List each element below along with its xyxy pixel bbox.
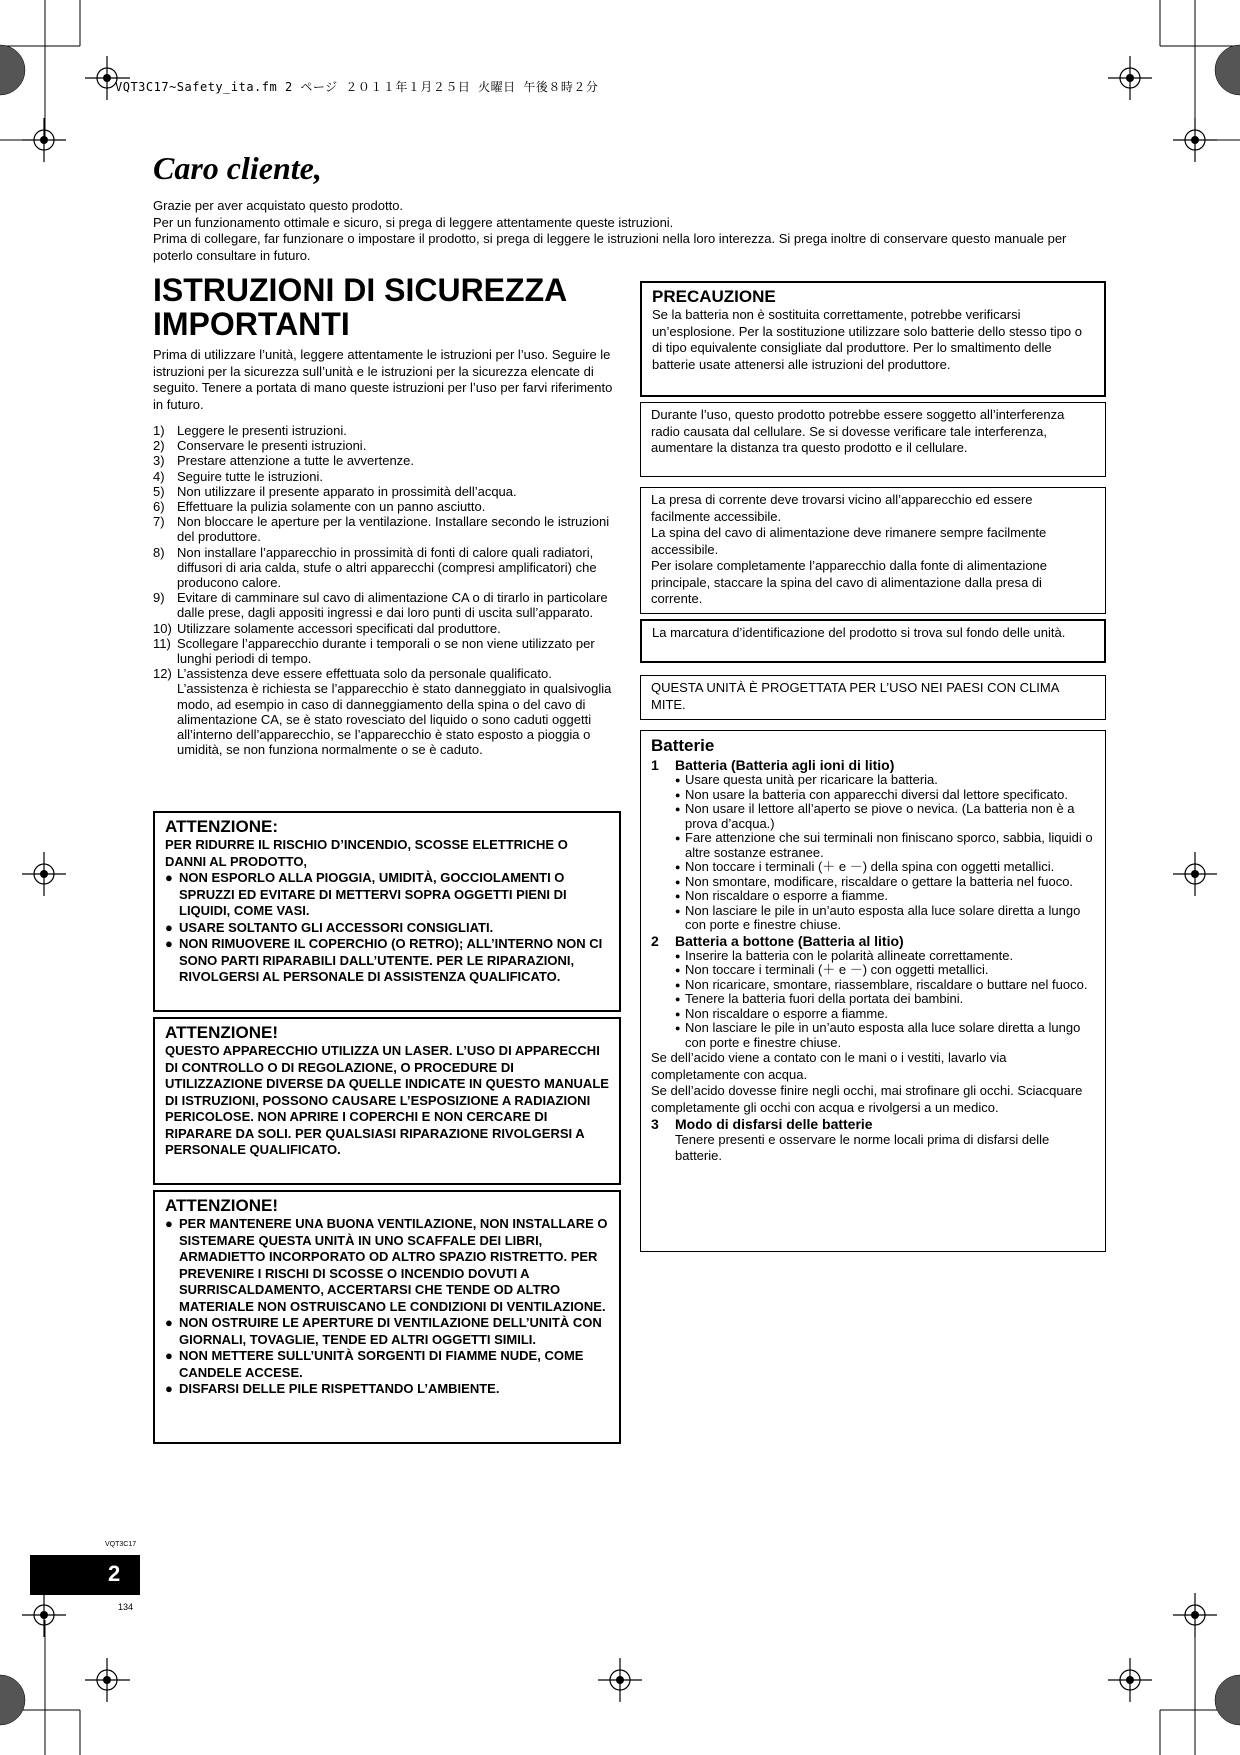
bullet-icon: ● [675,862,681,872]
safety-rule-item: 8) Non installare l’apparecchio in prossimità di fonti di calore quali radiatori, diffusori di aria calda, stufe o altri apparecchi (compresi amplificatori) che producono calore. [153,544,597,591]
battery-precaution-item: ● Non ricaricare, smontare, riassemblare, riscaldare o buttare nel fuoco. [675,976,1088,992]
battery-section-3-heading: 3 Modo di disfarsi delle batterie [651,1116,873,1132]
bullet-icon: ● [165,1216,173,1231]
safety-rule-item: 3) Prestare attenzione a tutte le avvertenze. [153,453,415,469]
bullet-icon: ● [675,965,681,975]
bullet-icon: ● [675,905,681,916]
safety-rules-list [153,423,623,757]
battery-precaution-item: ● Usare questa unità per ricaricare la batteria. [675,772,938,787]
warning-3-bullet: ● NON METTERE SULL’UNITÀ SORGENTI DI FIAMME NUDE, COME CANDELE ACCESE. [165,1348,584,1380]
safety-rule-item: 7) Non bloccare le aperture per la ventilazione. Installare secondo le istruzioni del produttore. [153,514,610,545]
warning-box-2 [153,1017,621,1185]
safety-heading: ISTRUZIONI DI SICUREZZA IMPORTANTI [153,272,567,342]
safety-rule-item: 9) Evitare di camminare sul cavo di alimentazione CA o di tirarlo in particolare dalle prese, dagli appositi ingressi e dai loro punti di uscita sull’apparato. [153,590,608,621]
battery-precaution-item: ● Non smontare, modificare, riscaldare o gettare la batteria nel fuoco. [675,873,1074,889]
bullet-icon: ● [165,936,173,951]
intro-line-2: Per un funzionamento ottimale e sicuro, si prega di leggere attentamente queste istruzioni. [153,214,674,230]
warning-1-bullet: ● NON RIMUOVERE IL COPERCHIO (O RETRO); ALL’INTERNO NON CI SONO PARTI RIPARABILI DALL’UTENTE. PER LE RIPARAZIONI, RIVOLGERSI AL PERSONALE DI ASSISTENZA QUALIFICATO. [165,936,603,984]
precauzione-title: PRECAUZIONE [652,287,776,306]
safety-rule-item: 2) Conservare le presenti istruzioni. [153,438,367,454]
battery-precaution-item: ● Tenere la batteria fuori della portata dei bambini. [675,991,964,1006]
safety-lead: Prima di utilizzare l’unità, leggere attentamente le istruzioni per l’uso. Seguire le istruzioni per la sicurezza sull’unità e le istruzioni per la sicurezza elencate di seguito. Tenere a portata di mano queste istruzioni per l’uso per farvi riferimento in futuro. [153,347,613,412]
batterie-box [640,730,1106,1252]
intro-line-1: Grazie per aver acquistato questo prodotto. [153,198,404,213]
battery-precaution-item: ● Inserire la batteria con le polarità allineate correttamente. [675,947,1014,963]
page-number-tab [30,1555,140,1595]
battery-section-2-heading: 2 Batteria a bottone (Batteria al litio) [651,932,904,949]
safety-rule-item: 4) Seguire tutte le istruzioni. [153,468,323,484]
climate-text: QUESTA UNITÀ È PROGETTATA PER L’USO NEI PAESI CON CLIMA MITE. [651,680,1059,712]
battery-precaution-item: ● Non riscaldare o esporre a fiamme. [675,1005,889,1021]
battery-precaution-item: ● Fare attenzione che sui terminali non finiscano sporco, sabbia, liquidi o altre sostanze estranee. [675,830,1093,860]
radio-interference-box [640,402,1106,477]
safety-rule-item: 11) Scollegare l’apparecchio durante i temporali o se non viene utilizzato per lunghi periodi di tempo. [153,635,595,667]
power-outlet-line-3: Per isolare completamente l’apparecchio dalla fonte di alimentazione principale, staccare la spina del cavo di alimentazione dalla presa di corrente. [651,558,1048,606]
bullet-icon: ● [675,1023,681,1033]
page-title: Caro cliente, [153,150,322,186]
power-outlet-box [640,487,1106,614]
marking-box [640,619,1106,663]
bullet-icon: ● [675,891,681,901]
climate-box [640,675,1106,720]
warning-2-title: ATTENZIONE! [165,1023,279,1042]
precauzione-box [640,281,1106,397]
warning-box-3 [153,1190,621,1444]
precauzione-body: Se la batteria non è sostituita correttamente, potrebbe verificarsi un’esplosione. Per la sostituzione utilizzare solo batterie dello stesso tipo o di tipo equivalente consigliate dal produttore. Per lo smaltimento delle batterie usate attenersi alle istruzioni del produttore. [652,307,1082,372]
battery-precaution-item: ● Non usare il lettore all’aperto se piove o nevica. (La batteria non è a prova d’acqua.) [675,801,1075,831]
bullet-icon: ● [675,833,681,843]
battery-precaution-item: ● Non lasciare le pile in un’auto esposta alla luce solare diretta a lungo con porte e finestre chiuse. [675,902,1081,932]
bullet-icon: ● [165,1381,173,1396]
bullet-icon: ● [675,979,681,990]
power-outlet-line-1: La presa di corrente deve trovarsi vicino all’apparecchio ed essere facilmente accessibile. [651,492,1033,524]
battery-section-1-heading: 1 Batteria (Batteria agli ioni di litio) [651,757,895,773]
battery-precaution-item: ● Non usare la batteria con apparecchi diversi dal lettore specificato. [675,786,1068,802]
bullet-icon: ● [675,994,681,1004]
warning-1-bullet: ● USARE SOLTANTO GLI ACCESSORI CONSIGLIATI. [165,919,494,935]
warning-3-bullet: ● DISFARSI DELLE PILE RISPETTANDO L’AMBIENTE. [165,1381,500,1396]
battery-precaution-item: ● Non riscaldare o esporre a fiamme. [675,888,889,903]
warning-3-bullet: ● PER MANTENERE UNA BUONA VENTILAZIONE, NON INSTALLARE O SISTEMARE QUESTA UNITÀ IN UNO SCAFFALE DEI LIBRI, ARMADIETTO INCORPORATO OD ALTRO SPAZIO RISTRETTO. PER PREVENIRE I RISCHI DI SCOSSE O INCENDIO DOVUTI A SURRISCALDAMENTO, ACCERTARSI CHE TENDE OD ALTRO MATERIALE NON OSTRUISCANO LE CONDIZIONI DI VENTILAZIONE. [165,1216,608,1314]
warning-3-bullet: ● NON OSTRUIRE LE APERTURE DI VENTILAZIONE DELL’UNITÀ CON GIORNALI, TOVAGLIE, TENDE ED ALTRI OGGETTI SIMILI. [165,1315,602,1347]
warning-2-body: QUESTO APPARECCHIO UTILIZZA UN LASER. L’USO DI APPARECCHI DI CONTROLLO O DI REGOLAZIONE, O PROCEDURE DI UTILIZZAZIONE DIVERSE DA QUELLE INDICATE IN QUESTO MANUALE DI ISTRUZIONI, POSSONO CAUSARE L’ESPOSIZIONE A RADIAZIONI PERICOLOSE. NON APRIRE I COPERCHI E NON CERCARE DI RIPARARE DA SOLI. PER QUALSIASI RIPARAZIONE RIVOLGERSI A PERSONALE QUALIFICATO. [165,1043,609,1157]
warning-1-bullet: ● NON ESPORLO ALLA PIOGGIA, UMIDITÀ, GOCCIOLAMENTI O SPRUZZI ED EVITARE DI METTERVI SOPRA OGGETTI PIENI DI LIQUIDI, COME VASI. [165,870,567,918]
acid-note-1: Se dell’acido viene a contato con le mani o i vestiti, lavarlo via completamente con acqua. [651,1050,1007,1082]
bullet-icon: ● [675,789,681,800]
bullet-icon: ● [675,775,681,785]
bullet-icon: ● [165,1315,173,1330]
bullet-icon: ● [165,1348,173,1363]
safety-rule-item: 6) Effettuare la pulizia solamente con un panno asciutto. [153,499,486,515]
battery-precaution-item: ● Non toccare i terminali (＋ e －) con oggetti metallici. [675,962,989,977]
batterie-title: Batterie [651,736,715,755]
intro-line-3: Prima di collegare, far funzionare o impostare il prodotto, si prega di leggere le istruzioni nella loro interezza. Si prega inoltre di conservare questo manuale per poterlo consultare in futuro. [153,231,1067,263]
bullet-icon: ● [675,804,681,814]
bullet-icon: ● [675,1008,681,1019]
footer-sub-number: 134 [118,1602,134,1612]
warning-3-title: ATTENZIONE! [165,1196,279,1215]
marking-text: La marcatura d’identificazione del prodotto si trova sul fondo delle unità. [652,625,1066,640]
power-outlet-line-2: La spina del cavo di alimentazione deve rimanere sempre facilmente accessibile. [651,525,1047,557]
safety-rule-item: 10) Utilizzare solamente accessori specificati dal produttore. [153,620,501,636]
bullet-icon: ● [675,950,681,961]
battery-precaution-item: ● Non toccare i terminali (＋ e －) della spina con oggetti metallici. [675,859,1055,874]
intro-text [153,198,1103,264]
footer-model-code: VQT3C17 [105,1541,137,1548]
page-number: 2 [108,1561,121,1586]
print-header-line: VQT3C17~Safety_ita.fm 2 ページ ２０１１年１月２５日 火曜日 午後８時２分 [115,80,599,94]
warning-box-1 [153,811,621,1012]
battery-precaution-item: ● Non lasciare le pile in un’auto esposta alla luce solare diretta a lungo con porte e finestre chiuse. [675,1020,1081,1050]
bullet-icon: ● [165,870,173,885]
battery-disposal-text: Tenere presenti e osservare le norme locali prima di disfarsi delle batterie. [675,1132,1050,1163]
safety-rule-item: 12) L’assistenza deve essere effettuata solo da personale qualificato. L’assistenza è richiesta se l’apparecchio è stato danneggiato in qualsivoglia modo, ad esempio in caso di danneggiamento della spina o del cavo di alimentazione CA, se è stato rovesciato del liquido o sono caduti oggetti all’interno dell’apparecchio, se l’apparecchio è stato esposto a pioggia o umidità, se non funziona normalmente o se è caduto. [153,666,612,758]
radio-interference-text: Durante l’uso, questo prodotto potrebbe essere soggetto all’interferenza radio causata dal cellulare. Se si dovesse verificare tale interferenza, aumentare la distanza tra questo prodotto e il cellulare. [651,407,1065,455]
warning-1-intro: PER RIDURRE IL RISCHIO D’INCENDIO, SCOSSE ELETTRICHE O DANNI AL PRODOTTO, [165,837,568,869]
bullet-icon: ● [165,919,173,935]
safety-rule-item: 5) Non utilizzare il presente apparato in prossimità dell’acqua. [153,483,517,499]
warning-1-title: ATTENZIONE: [165,817,279,836]
bullet-icon: ● [675,876,681,887]
safety-rule-item: 1) Leggere le presenti istruzioni. [153,423,347,438]
acid-note-2: Se dell’acido dovesse finire negli occhi, mai strofinare gli occhi. Sciacquare completamente gli occhi con acqua e rivolgersi a un medico. [651,1083,1083,1115]
